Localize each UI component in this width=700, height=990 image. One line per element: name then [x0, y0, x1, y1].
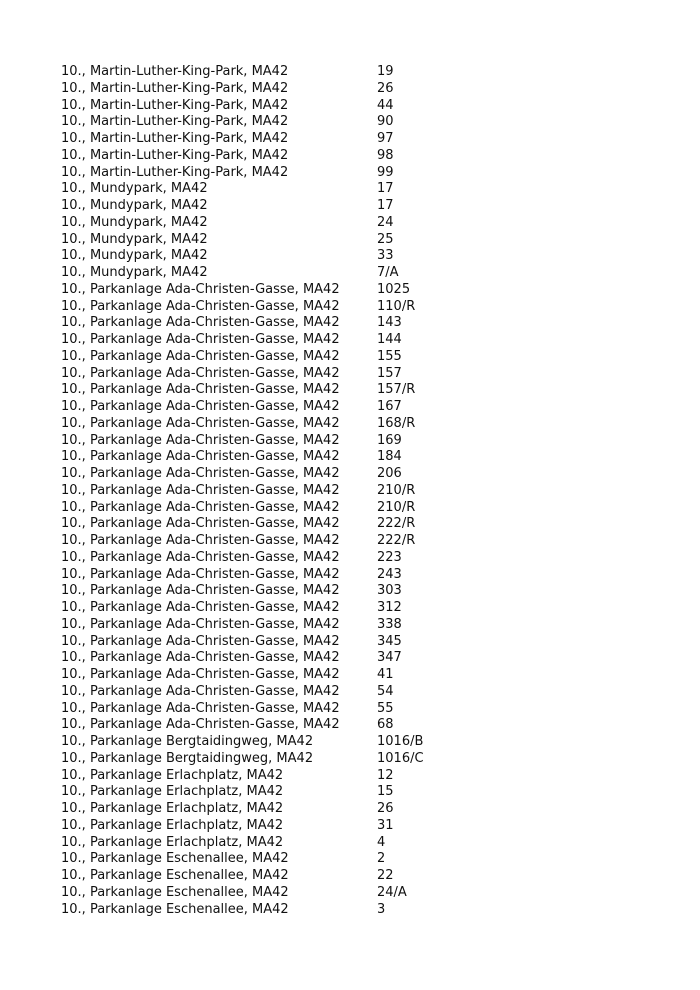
- number-text: 25: [377, 231, 394, 247]
- list-item: [61, 366, 661, 383]
- location-text: 10., Parkanlage Ada-Christen-Gasse, MA42: [61, 633, 340, 649]
- list-item: [61, 181, 661, 198]
- location-text: 10., Parkanlage Bergtaidingweg, MA42: [61, 750, 314, 766]
- list-item: [61, 483, 661, 500]
- number-text: 17: [377, 181, 394, 197]
- list-item: [61, 64, 661, 81]
- number-text: 168/R: [377, 415, 416, 431]
- location-text: 10., Parkanlage Ada-Christen-Gasse, MA42: [61, 449, 340, 465]
- list-item: [61, 165, 661, 182]
- list-item: [61, 98, 661, 115]
- list-item: [61, 81, 661, 98]
- number-text: 345: [377, 633, 402, 649]
- list-item: [61, 868, 661, 885]
- location-text: 10., Parkanlage Ada-Christen-Gasse, MA42: [61, 616, 340, 632]
- number-text: 347: [377, 650, 402, 666]
- list-item: [61, 533, 661, 550]
- location-text: 10., Parkanlage Ada-Christen-Gasse, MA42: [61, 549, 340, 565]
- number-text: 19: [377, 64, 394, 79]
- list-item: [61, 667, 661, 684]
- number-text: 4: [377, 834, 386, 850]
- list-item: [61, 500, 661, 517]
- number-text: 55: [377, 700, 394, 716]
- location-text: 10., Parkanlage Ada-Christen-Gasse, MA42: [61, 583, 340, 599]
- number-text: 54: [377, 683, 394, 699]
- location-text: 10., Parkanlage Ada-Christen-Gasse, MA42: [61, 298, 340, 314]
- number-text: 206: [377, 466, 402, 481]
- number-text: 33: [377, 248, 394, 264]
- number-text: 90: [377, 114, 394, 130]
- list-item: [61, 198, 661, 215]
- list-item: [61, 784, 661, 801]
- list-item: [61, 902, 661, 919]
- number-text: 210/R: [377, 482, 416, 498]
- list-item: [61, 818, 661, 835]
- number-text: 24: [377, 214, 394, 230]
- number-text: 15: [377, 784, 394, 800]
- number-text: 7/A: [377, 265, 399, 280]
- number-text: 143: [377, 315, 402, 331]
- list-item: [61, 684, 661, 701]
- location-text: 10., Parkanlage Ada-Christen-Gasse, MA42: [61, 566, 340, 582]
- location-text: 10., Parkanlage Ada-Christen-Gasse, MA42: [61, 717, 340, 733]
- number-text: 41: [377, 667, 394, 682]
- list-item: [61, 215, 661, 232]
- location-text: 10., Parkanlage Ada-Christen-Gasse, MA42: [61, 382, 340, 398]
- location-text: 10., Martin-Luther-King-Park, MA42: [61, 114, 289, 130]
- location-text: 10., Parkanlage Ada-Christen-Gasse, MA42: [61, 600, 340, 615]
- number-text: 303: [377, 583, 402, 599]
- location-text: 10., Parkanlage Ada-Christen-Gasse, MA42: [61, 415, 340, 431]
- number-text: 26: [377, 80, 394, 96]
- list-item: [61, 550, 661, 567]
- number-text: 144: [377, 332, 402, 347]
- list-item: [61, 701, 661, 718]
- number-text: 68: [377, 717, 394, 733]
- location-text: 10., Parkanlage Erlachplatz, MA42: [61, 784, 284, 800]
- location-text: 10., Parkanlage Erlachplatz, MA42: [61, 767, 284, 783]
- location-text: 10., Parkanlage Ada-Christen-Gasse, MA42: [61, 281, 340, 297]
- list-item: [61, 768, 661, 785]
- list-item: [61, 131, 661, 148]
- list-item: [61, 885, 661, 902]
- location-text: 10., Martin-Luther-King-Park, MA42: [61, 131, 289, 146]
- list-item: [61, 717, 661, 734]
- location-text: 10., Parkanlage Ada-Christen-Gasse, MA42: [61, 315, 340, 331]
- list-item: [61, 567, 661, 584]
- location-text: 10., Parkanlage Ada-Christen-Gasse, MA42: [61, 683, 340, 699]
- list-item: [61, 349, 661, 366]
- location-text: 10., Parkanlage Ada-Christen-Gasse, MA42: [61, 667, 340, 682]
- list-item: [61, 466, 661, 483]
- location-text: 10., Parkanlage Eschenallee, MA42: [61, 851, 289, 867]
- location-text: 10., Parkanlage Ada-Christen-Gasse, MA42: [61, 650, 340, 666]
- location-text: 10., Parkanlage Bergtaidingweg, MA42: [61, 734, 314, 749]
- number-text: 157: [377, 365, 402, 381]
- location-text: 10., Martin-Luther-King-Park, MA42: [61, 147, 289, 163]
- list-item: [61, 399, 661, 416]
- number-text: 184: [377, 449, 402, 465]
- list-item: [61, 851, 661, 868]
- number-text: 157/R: [377, 382, 416, 398]
- location-text: 10., Mundypark, MA42: [61, 214, 208, 230]
- location-text: 10., Parkanlage Ada-Christen-Gasse, MA42: [61, 482, 340, 498]
- number-text: 3: [377, 901, 386, 917]
- list-item: [61, 835, 661, 852]
- number-text: 26: [377, 801, 394, 816]
- list-item: [61, 232, 661, 249]
- location-text: 10., Parkanlage Ada-Christen-Gasse, MA42: [61, 365, 340, 381]
- location-text: 10., Parkanlage Eschenallee, MA42: [61, 884, 289, 900]
- location-text: 10., Martin-Luther-King-Park, MA42: [61, 164, 289, 180]
- list-item: [61, 449, 661, 466]
- number-text: 99: [377, 164, 394, 180]
- number-text: 24/A: [377, 884, 407, 900]
- number-text: 22: [377, 868, 394, 883]
- location-text: 10., Martin-Luther-King-Park, MA42: [61, 80, 289, 96]
- number-text: 97: [377, 131, 394, 146]
- location-text: 10., Parkanlage Ada-Christen-Gasse, MA42: [61, 533, 340, 548]
- list-item: [61, 617, 661, 634]
- number-text: 222/R: [377, 516, 416, 532]
- location-text: 10., Parkanlage Ada-Christen-Gasse, MA42: [61, 466, 340, 481]
- list-item: [61, 634, 661, 651]
- number-text: 110/R: [377, 298, 416, 314]
- location-list: [61, 64, 661, 918]
- number-text: 312: [377, 600, 402, 615]
- number-text: 17: [377, 198, 394, 213]
- number-text: 222/R: [377, 533, 416, 548]
- list-item: [61, 332, 661, 349]
- location-text: 10., Parkanlage Ada-Christen-Gasse, MA42: [61, 332, 340, 347]
- list-item: [61, 114, 661, 131]
- list-item: [61, 382, 661, 399]
- number-text: 210/R: [377, 499, 416, 515]
- location-text: 10., Mundypark, MA42: [61, 248, 208, 264]
- list-item: [61, 148, 661, 165]
- list-item: [61, 650, 661, 667]
- list-item: [61, 734, 661, 751]
- number-text: 31: [377, 817, 394, 833]
- list-item: [61, 248, 661, 265]
- location-text: 10., Parkanlage Ada-Christen-Gasse, MA42: [61, 499, 340, 515]
- location-text: 10., Mundypark, MA42: [61, 231, 208, 247]
- number-text: 1025: [377, 281, 411, 297]
- location-text: 10., Mundypark, MA42: [61, 265, 208, 280]
- location-text: 10., Parkanlage Ada-Christen-Gasse, MA42: [61, 700, 340, 716]
- list-item: [61, 282, 661, 299]
- number-text: 167: [377, 399, 402, 414]
- list-item: [61, 433, 661, 450]
- location-text: 10., Parkanlage Ada-Christen-Gasse, MA42: [61, 432, 340, 448]
- location-text: 10., Parkanlage Erlachplatz, MA42: [61, 801, 284, 816]
- location-text: 10., Martin-Luther-King-Park, MA42: [61, 64, 289, 79]
- location-text: 10., Parkanlage Ada-Christen-Gasse, MA42: [61, 516, 340, 532]
- list-item: [61, 600, 661, 617]
- number-text: 155: [377, 348, 402, 364]
- number-text: 243: [377, 566, 402, 582]
- number-text: 1016/C: [377, 750, 424, 766]
- location-text: 10., Parkanlage Erlachplatz, MA42: [61, 834, 284, 850]
- list-item: [61, 801, 661, 818]
- location-text: 10., Martin-Luther-King-Park, MA42: [61, 97, 289, 113]
- location-text: 10., Parkanlage Eschenallee, MA42: [61, 901, 289, 917]
- list-item: [61, 299, 661, 316]
- location-text: 10., Parkanlage Eschenallee, MA42: [61, 868, 289, 883]
- location-text: 10., Mundypark, MA42: [61, 181, 208, 197]
- list-item: [61, 315, 661, 332]
- number-text: 44: [377, 97, 394, 113]
- number-text: 12: [377, 767, 394, 783]
- number-text: 2: [377, 851, 386, 867]
- location-text: 10., Parkanlage Ada-Christen-Gasse, MA42: [61, 399, 340, 414]
- number-text: 223: [377, 549, 402, 565]
- list-item: [61, 516, 661, 533]
- number-text: 1016/B: [377, 734, 424, 749]
- list-item: [61, 583, 661, 600]
- list-item: [61, 416, 661, 433]
- number-text: 338: [377, 616, 402, 632]
- location-text: 10., Parkanlage Erlachplatz, MA42: [61, 817, 284, 833]
- list-item: [61, 265, 661, 282]
- number-text: 98: [377, 147, 394, 163]
- number-text: 169: [377, 432, 402, 448]
- location-text: 10., Parkanlage Ada-Christen-Gasse, MA42: [61, 348, 340, 364]
- list-item: [61, 751, 661, 768]
- location-text: 10., Mundypark, MA42: [61, 198, 208, 213]
